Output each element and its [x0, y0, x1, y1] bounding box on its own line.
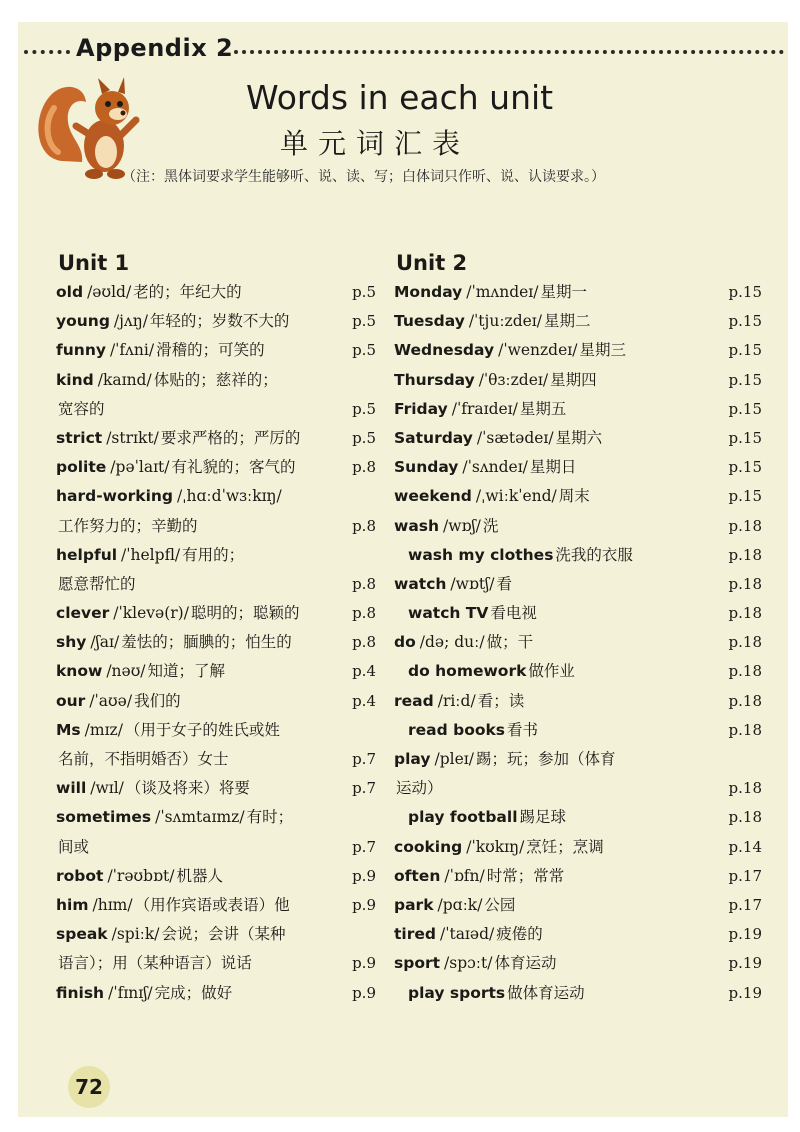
entry-meaning: 踢足球: [519, 808, 567, 827]
entry-phonetic: /spiːk/: [111, 925, 160, 944]
entry-meaning: 做作业: [528, 662, 575, 681]
entry-phonetic: /ˈfraɪdeɪ/: [451, 399, 518, 418]
entry-meaning: （用作宾语或表语）他: [134, 895, 290, 914]
entry-line: [56, 307, 376, 336]
entry-phonetic: /ˈaʊə/: [89, 691, 133, 710]
entry-line-continued: [56, 745, 376, 774]
entry-meaning-continued: 名前，不指明婚否）女士: [58, 750, 229, 768]
entry-line-continued: [394, 774, 762, 803]
unit-1-column: [56, 248, 376, 1008]
entry-phonetic: /jʌŋ/: [113, 312, 148, 331]
entry-word: will: [56, 779, 87, 798]
entry-line: [56, 891, 376, 920]
vocab-entry: [394, 745, 762, 803]
entry-phonetic: /strɪkt/: [106, 428, 159, 447]
unit-heading: Unit 1: [58, 251, 130, 275]
entry-line: [394, 336, 762, 365]
entry-word: tired: [394, 925, 436, 944]
entry-meaning-continued: 语言）；用（某种语言）说话: [58, 954, 252, 973]
entry-page-ref: p.15: [728, 312, 762, 331]
entry-line: [394, 628, 762, 657]
entry-word: shy: [56, 633, 87, 652]
entry-phonetic: /riːd/: [437, 691, 476, 710]
appendix-label: Appendix 2: [76, 34, 234, 62]
vocab-entry: [394, 278, 762, 307]
entry-word: cooking: [394, 837, 463, 856]
entry-meaning: 体育运动: [494, 954, 557, 973]
entry-phonetic: /də; duː/: [419, 633, 485, 652]
entry-meaning: 踢；玩；参加（体育: [475, 750, 616, 768]
entry-word: hard-working: [56, 487, 174, 506]
vocab-entry: [56, 716, 376, 774]
entry-phonetic: /wɒtʃ/: [450, 574, 495, 593]
entry-meaning: 知道；了解: [147, 662, 226, 681]
entry-word: Saturday: [394, 428, 473, 447]
entry-line: [56, 336, 376, 365]
entry-word: young: [56, 312, 110, 331]
usage-note: （注：黑体词要求学生能够听、说、读、写；白体词只作听、说、认读要求。）: [122, 169, 605, 185]
entry-page-ref: p.8: [352, 574, 376, 593]
entry-meaning: 机器人: [176, 866, 223, 885]
entry-word: read: [394, 691, 434, 710]
entry-page-ref: p.17: [728, 895, 762, 914]
entry-meaning: 疲倦的: [496, 925, 543, 944]
dotted-rule-right: [234, 50, 784, 54]
entry-line: [394, 949, 762, 978]
entry-page-ref: p.15: [728, 487, 762, 506]
entry-line: [408, 979, 762, 1008]
entry-line: [56, 628, 376, 657]
vocab-entry: [394, 628, 762, 657]
entry-page-ref: p.7: [352, 837, 376, 856]
entry-line: [394, 833, 762, 862]
entry-line: [56, 657, 376, 686]
entry-word: Monday: [394, 283, 463, 301]
entry-page-ref: p.8: [352, 604, 376, 623]
entry-meaning-continued: 宽容的: [58, 399, 105, 418]
entry-word: our: [56, 691, 86, 710]
entry-word: wash my clothes: [408, 545, 554, 564]
entry-word: funny: [56, 341, 106, 360]
entry-meaning: 星期一: [540, 283, 588, 301]
entry-word: play: [394, 750, 431, 768]
entry-line-continued: [56, 570, 376, 599]
entry-meaning: 要求严格的；严厉的: [160, 428, 301, 447]
entry-phonetic: /pəˈlaɪt/: [110, 458, 170, 477]
vocab-entry: [56, 920, 376, 978]
entry-page-ref: p.19: [728, 983, 762, 1002]
vocab-entry: [394, 920, 762, 949]
entry-line: [56, 366, 376, 395]
entry-page-ref: p.15: [728, 341, 762, 360]
entry-phonetic: /spɔːt/: [444, 954, 493, 973]
entry-meaning: 会说；会讲（某种: [161, 925, 286, 944]
vocab-entry: [56, 862, 376, 891]
entry-word: clever: [56, 604, 110, 623]
entry-page-ref: p.17: [728, 866, 762, 885]
vocab-entry: [394, 424, 762, 453]
entry-meaning: 星期六: [555, 428, 603, 447]
entry-page-ref: p.9: [352, 895, 376, 914]
vocab-entry: [56, 687, 376, 716]
entry-page-ref: p.8: [352, 516, 376, 535]
entry-line: [408, 803, 762, 832]
entry-page-ref: p.18: [728, 691, 762, 710]
entry-phonetic: /ˈklevə(r)/: [113, 604, 189, 623]
unit-heading: Unit 2: [396, 251, 468, 275]
entry-word: old: [56, 283, 84, 301]
entry-meaning: 看电视: [490, 604, 537, 623]
unit-1-word-list: [56, 278, 376, 1008]
entry-phonetic: /ˈtjuːzdeɪ/: [468, 312, 542, 331]
entry-word: know: [56, 662, 103, 681]
entry-line: [56, 599, 376, 628]
vocab-entry: [56, 482, 376, 540]
entry-word: weekend: [394, 487, 472, 506]
entry-meaning: 有礼貌的；客气的: [171, 458, 296, 477]
entry-word: him: [56, 895, 89, 914]
entry-line: [394, 920, 762, 949]
entry-meaning: 有时；: [246, 808, 294, 827]
vocab-entry: [394, 949, 762, 978]
entry-meaning: （用于女子的姓氏或姓: [124, 720, 280, 739]
entry-line: [56, 862, 376, 891]
entry-phonetic: /ˈfʌni/: [109, 341, 155, 360]
vocab-entry: [56, 891, 376, 920]
entry-meaning: 看书: [507, 720, 539, 739]
entry-phonetic: /pleɪ/: [434, 750, 474, 768]
entry-meaning: 公园: [484, 895, 516, 914]
entry-line: [394, 424, 762, 453]
entry-phonetic: /ˈtaɪəd/: [439, 925, 495, 944]
entry-page-ref: p.5: [352, 341, 376, 360]
vocab-entry: [394, 599, 762, 628]
entry-line: [56, 803, 376, 832]
entry-page-ref: p.9: [352, 954, 376, 973]
entry-page-ref: p.8: [352, 633, 376, 652]
entry-phonetic: /nəʊ/: [106, 662, 146, 681]
entry-word: Sunday: [394, 458, 459, 477]
entry-page-ref: p.9: [352, 866, 376, 885]
entry-line: [394, 687, 762, 716]
entry-page-ref: p.4: [352, 662, 376, 681]
entry-phonetic: /wɪl/: [90, 779, 124, 798]
vocab-entry: [56, 453, 376, 482]
entry-word: Ms: [56, 720, 81, 739]
entry-word: watch TV: [408, 604, 489, 623]
entry-line: [408, 541, 762, 570]
entry-phonetic: /ˈsʌndeɪ/: [462, 458, 528, 477]
entry-line: [394, 512, 762, 541]
entry-meaning: 做；干: [486, 633, 534, 652]
vocab-entry: [56, 979, 376, 1008]
entry-meaning: 年轻的；岁数不大的: [149, 312, 290, 331]
entry-line: [56, 716, 376, 745]
entry-page-ref: p.7: [352, 750, 376, 768]
vocab-entry: [56, 803, 376, 861]
entry-page-ref: p.15: [728, 458, 762, 477]
entry-line: [56, 774, 376, 803]
entry-word: read books: [408, 720, 506, 739]
entry-word: park: [394, 895, 434, 914]
entry-word: Thursday: [394, 370, 475, 389]
entry-line: [56, 920, 376, 949]
entry-meaning-continued: 工作努力的；辛勤的: [58, 516, 198, 535]
entry-phonetic: /ˈwenzdeɪ/: [498, 341, 578, 360]
entry-page-ref: p.18: [728, 633, 762, 652]
vocab-entry: [394, 803, 762, 832]
entry-meaning: 星期三: [579, 341, 626, 360]
vocab-entry: [394, 570, 762, 599]
entry-phonetic: /ˈfɪnɪʃ/: [108, 983, 153, 1002]
entry-line: [394, 745, 762, 774]
vocab-entry: [394, 657, 762, 686]
entry-line: [394, 395, 762, 424]
entry-word: kind: [56, 370, 94, 389]
entry-line: [394, 482, 762, 511]
entry-page-ref: p.9: [352, 983, 376, 1002]
vocab-entry: [394, 891, 762, 920]
dotted-rule-left: [24, 50, 70, 54]
entry-meaning: 滑稽的；可笑的: [156, 341, 265, 360]
vocab-entry: [394, 541, 762, 570]
vocab-entry: [56, 774, 376, 803]
entry-phonetic: /əʊld/: [87, 283, 132, 301]
entry-meaning: 做体育运动: [507, 983, 585, 1002]
vocab-entry: [394, 395, 762, 424]
entry-phonetic: /ˌhɑːdˈwɜːkɪŋ/: [177, 487, 282, 506]
entry-page-ref: p.5: [352, 428, 376, 447]
entry-page-ref: p.8: [352, 458, 376, 477]
entry-word: play football: [408, 808, 518, 827]
entry-word: finish: [56, 983, 105, 1002]
vocab-entry: [56, 541, 376, 599]
vocab-entry: [56, 307, 376, 336]
vocab-entry: [56, 366, 376, 424]
entry-page-ref: p.19: [728, 925, 762, 944]
entry-line: [408, 599, 762, 628]
vocab-entry: [394, 336, 762, 365]
entry-page-ref: p.18: [728, 574, 762, 593]
entry-meaning: 周末: [558, 487, 590, 506]
entry-word: do: [394, 633, 416, 652]
entry-page-ref: p.15: [728, 428, 762, 447]
entry-phonetic: /ʃaɪ/: [90, 633, 120, 652]
page-number: 72: [68, 1066, 110, 1108]
vocab-entry: [394, 833, 762, 862]
entry-line-continued: [56, 512, 376, 541]
entry-word: polite: [56, 458, 107, 477]
vocab-entry: [394, 979, 762, 1008]
vocab-entry: [56, 628, 376, 657]
vocab-entry: [56, 657, 376, 686]
entry-page-ref: p.7: [352, 779, 376, 798]
entry-word: watch: [394, 574, 447, 593]
entry-page-ref: p.19: [728, 954, 762, 973]
entry-meaning: 我们的: [134, 691, 181, 710]
entry-page-ref: p.15: [728, 399, 762, 418]
entry-phonetic: /ˌwiːkˈend/: [475, 487, 557, 506]
entry-meaning-continued: 间或: [58, 837, 90, 856]
entry-meaning: 烹饪；烹调: [526, 837, 604, 856]
entry-phonetic: /ˈsætədeɪ/: [476, 428, 554, 447]
entry-line: [56, 453, 376, 482]
entry-meaning: 洗: [482, 516, 499, 535]
vocab-entry: [394, 366, 762, 395]
entry-meaning: 星期二: [544, 312, 591, 331]
entry-phonetic: /kaɪnd/: [97, 370, 152, 389]
entry-line: [394, 366, 762, 395]
entry-page-ref: p.4: [352, 691, 376, 710]
entry-line: [56, 979, 376, 1008]
entry-meaning: 星期日: [529, 458, 577, 477]
vocab-entry: [394, 687, 762, 716]
entry-line: [394, 570, 762, 599]
unit-2-word-list: [394, 278, 762, 1008]
entry-page-ref: p.18: [728, 662, 762, 681]
vocab-entry: [394, 307, 762, 336]
entry-page-ref: p.18: [728, 720, 762, 739]
entry-line: [394, 453, 762, 482]
entry-line-continued: [56, 833, 376, 862]
entry-line-continued: [56, 949, 376, 978]
entry-line: [408, 657, 762, 686]
entry-meaning: 星期五: [519, 399, 567, 418]
entry-word: speak: [56, 925, 108, 944]
entry-meaning-continued: 愿意帮忙的: [58, 574, 136, 593]
entry-phonetic: /ˈsʌmtaɪmz/: [155, 808, 245, 827]
entry-word: do homework: [408, 662, 527, 681]
entry-word: play sports: [408, 983, 506, 1002]
vocab-entry: [56, 336, 376, 365]
entry-meaning: 有用的；: [182, 545, 245, 564]
entry-line: [56, 482, 376, 511]
entry-page-ref: p.18: [728, 808, 762, 827]
entry-page-ref: p.18: [728, 604, 762, 623]
entry-phonetic: /ˈmʌndeɪ/: [466, 283, 539, 301]
vocab-entry: [394, 862, 762, 891]
entry-line: [56, 278, 376, 307]
entry-phonetic: /wɒʃ/: [443, 516, 481, 535]
entry-line: [394, 278, 762, 307]
entry-word: sport: [394, 954, 441, 973]
entry-line: [56, 541, 376, 570]
entry-page-ref: p.14: [728, 837, 762, 856]
entry-word: helpful: [56, 545, 118, 564]
entry-meaning: 聪明的；聪颖的: [190, 604, 300, 623]
entry-phonetic: /ˈrəʊbɒt/: [107, 866, 175, 885]
unit-2-column: [394, 248, 762, 1008]
entry-phonetic: /ˈɒfn/: [444, 866, 485, 885]
entry-page-ref: p.15: [728, 370, 762, 389]
entry-line-continued: [56, 395, 376, 424]
title-chinese: 单元词汇表: [280, 127, 471, 160]
entry-page-ref: p.18: [728, 516, 762, 535]
entry-line: [408, 716, 762, 745]
entry-meaning: 完成；做好: [154, 983, 233, 1002]
vocab-entry: [56, 278, 376, 307]
entry-meaning-continued: 运动）: [396, 779, 443, 798]
vocab-entry: [56, 599, 376, 628]
entry-word: often: [394, 866, 441, 885]
entry-line: [56, 424, 376, 453]
entry-line: [56, 687, 376, 716]
entry-word: Tuesday: [394, 312, 465, 331]
entry-page-ref: p.5: [352, 399, 376, 418]
vocab-entry: [394, 716, 762, 745]
entry-phonetic: /pɑːk/: [437, 895, 483, 914]
entry-meaning: 星期四: [550, 370, 597, 389]
entry-meaning: 时常；常常: [486, 866, 565, 885]
entry-word: strict: [56, 428, 103, 447]
entry-phonetic: /ˈkʊkɪŋ/: [466, 837, 525, 856]
entry-phonetic: /hɪm/: [92, 895, 133, 914]
entry-line: [394, 862, 762, 891]
entry-phonetic: /ˈθɜːzdeɪ/: [478, 370, 549, 389]
entry-meaning: 洗我的衣服: [555, 545, 633, 564]
entry-phonetic: /mɪz/: [84, 720, 123, 739]
entry-page-ref: p.18: [728, 779, 762, 798]
entry-meaning: 体贴的；慈祥的；: [153, 370, 278, 389]
entry-meaning: 看: [496, 574, 513, 593]
entry-meaning: 看；读: [477, 691, 525, 710]
entry-word: Friday: [394, 399, 448, 418]
entry-word: wash: [394, 516, 440, 535]
vocab-entry: [56, 424, 376, 453]
appendix-header: [22, 34, 784, 64]
entry-page-ref: p.5: [352, 283, 376, 301]
entry-phonetic: /ˈhelpfl/: [121, 545, 181, 564]
vocab-entry: [394, 453, 762, 482]
entry-page-ref: p.5: [352, 312, 376, 331]
title-english: Words in each unit: [246, 78, 554, 117]
vocab-entry: [394, 512, 762, 541]
entry-word: Wednesday: [394, 341, 495, 360]
entry-meaning: 老的；年纪大的: [133, 283, 242, 301]
entry-page-ref: p.15: [728, 283, 762, 301]
entry-word: sometimes: [56, 808, 152, 827]
entry-line: [394, 307, 762, 336]
entry-line: [394, 891, 762, 920]
entry-meaning: （谈及将来）将要: [125, 779, 250, 798]
entry-meaning: 羞怯的；腼腆的；怕生的: [121, 633, 292, 652]
textbook-page: [18, 22, 788, 1117]
vocab-entry: [394, 482, 762, 511]
entry-word: robot: [56, 866, 104, 885]
entry-page-ref: p.18: [728, 545, 762, 564]
